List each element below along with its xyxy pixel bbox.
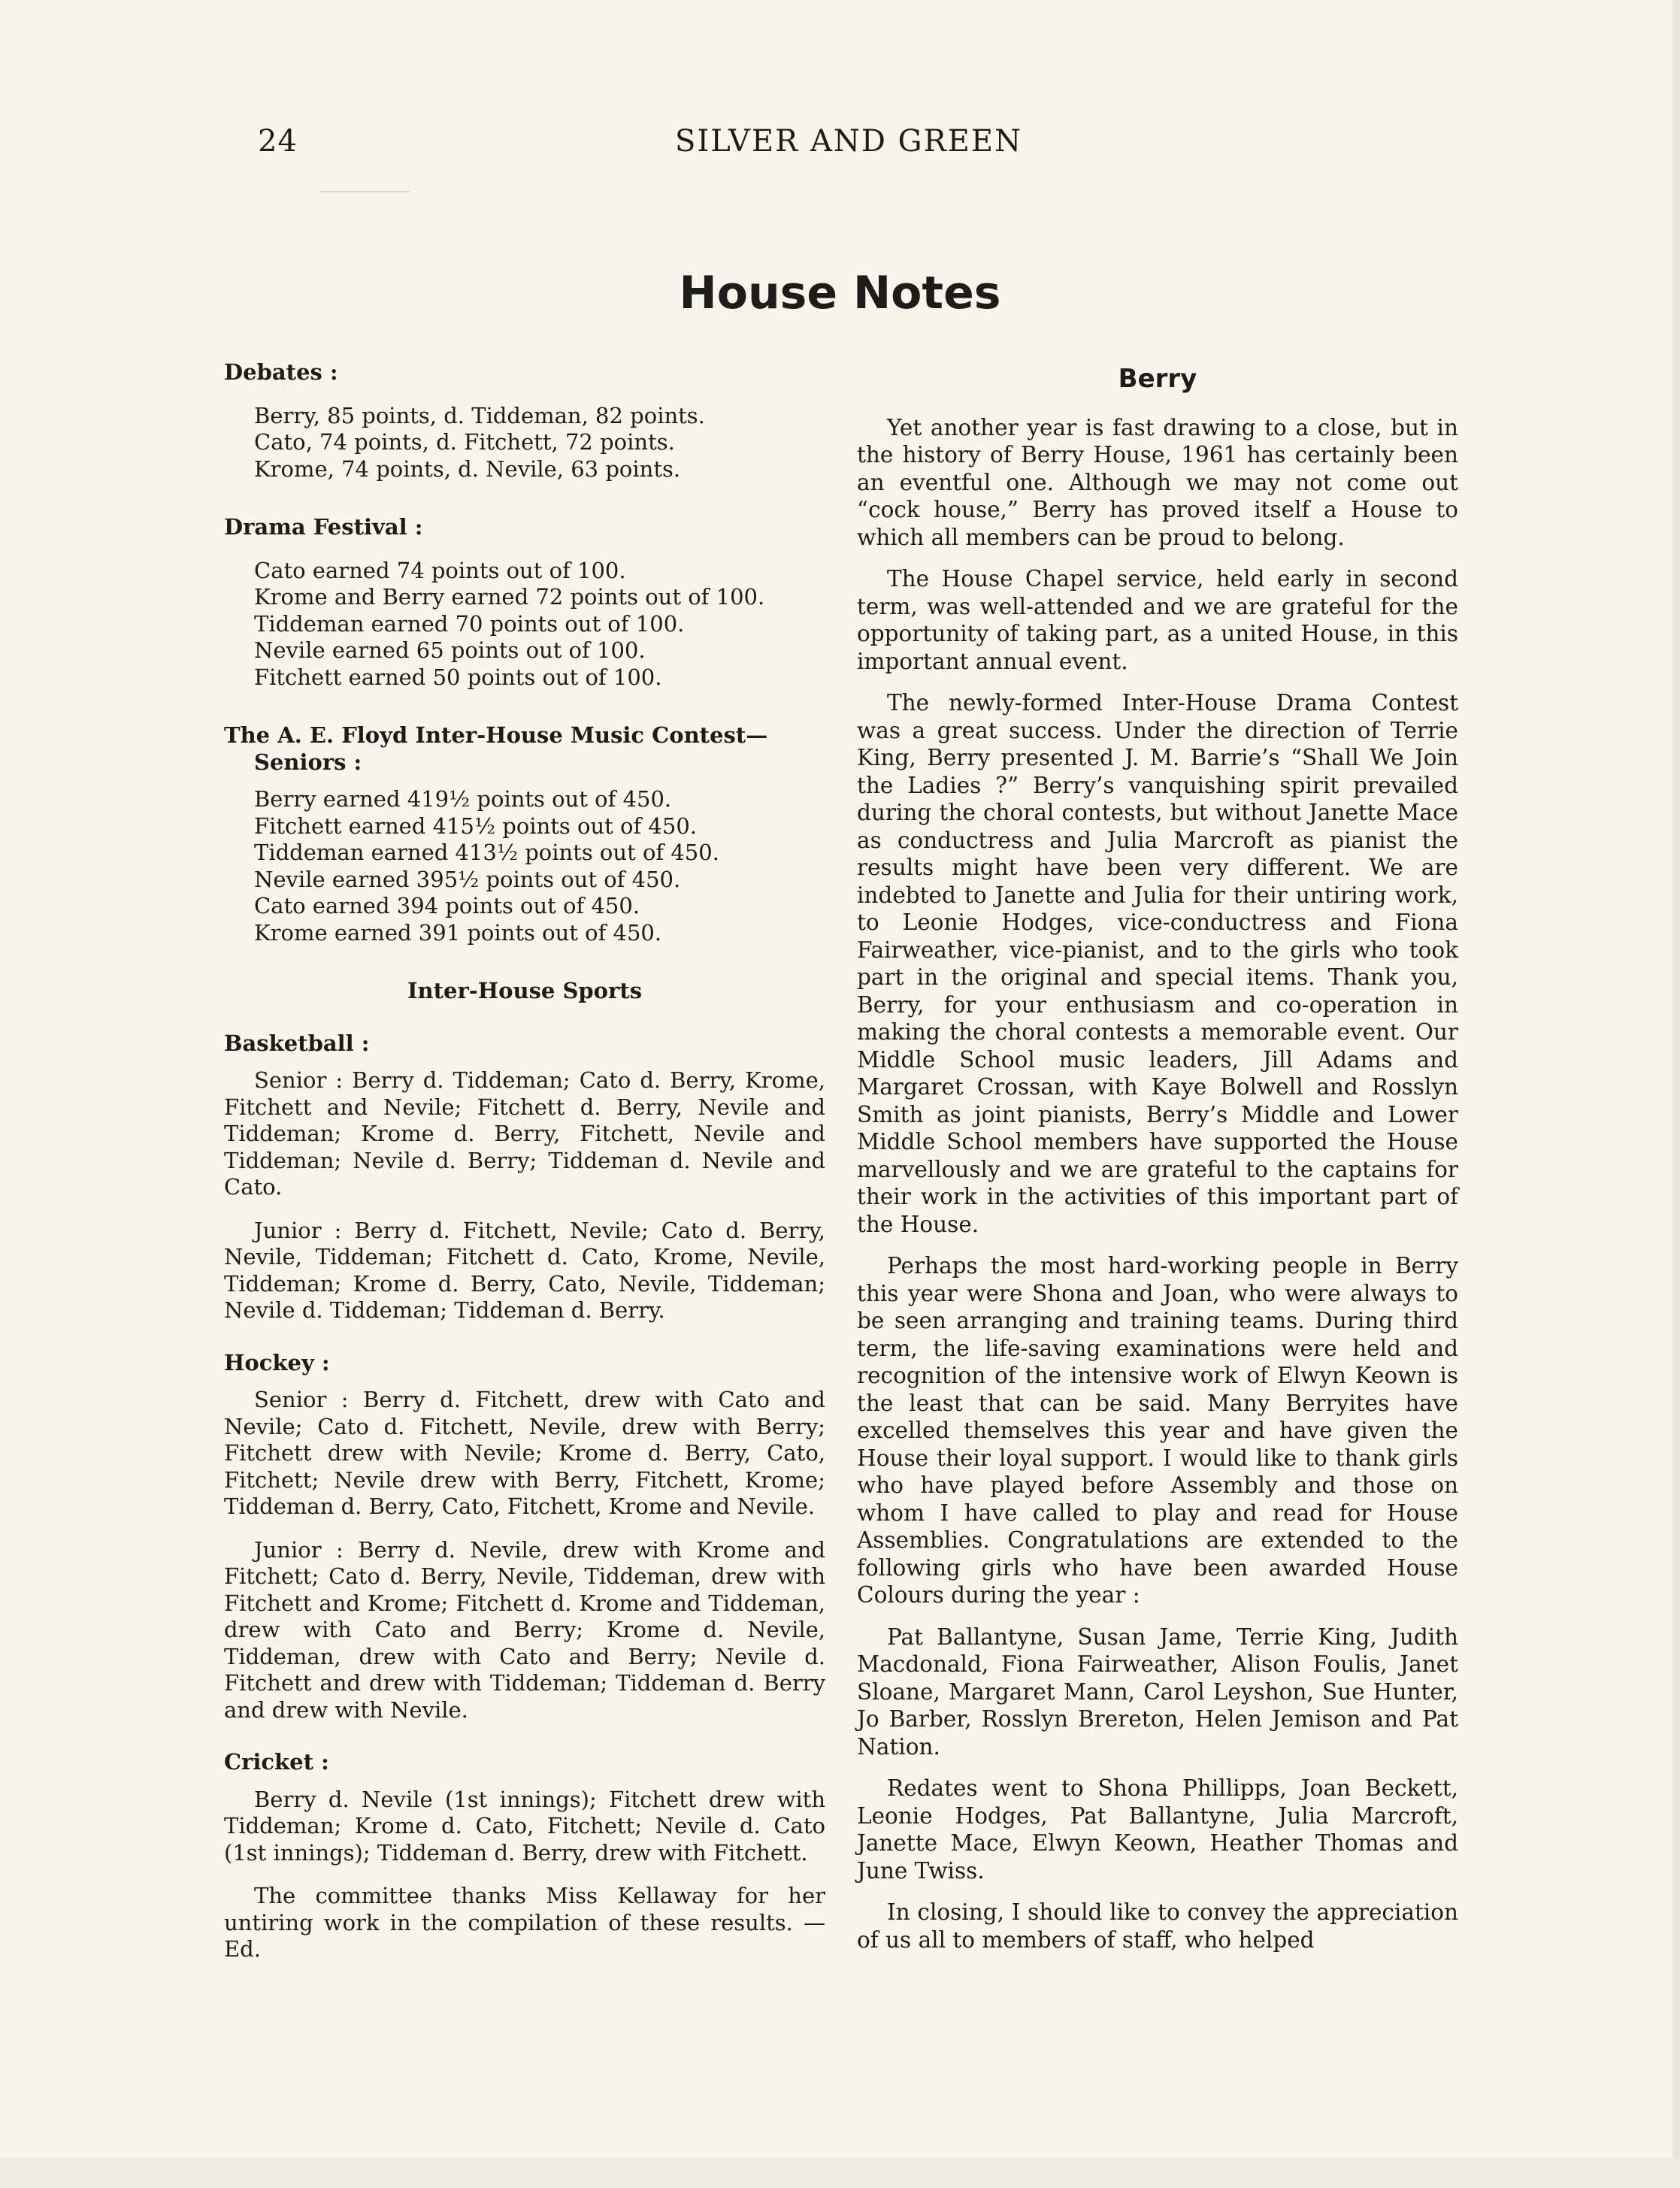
debates-heading: Debates : [224, 359, 338, 385]
page-title: House Notes [679, 267, 1001, 319]
basketball-junior: Junior : Berry d. Fitchett, Nevile; Cato d. Berry, Nevile, Tiddeman; Fitchett d. Cato, Krome, Nevile, Tiddeman; Krome d. Berry, Cato, Nevile, Tiddeman; Nevile d. Tiddeman; Tiddeman d. Berry. [224, 1217, 825, 1323]
berry-paragraph: Perhaps the most hard-working people in Berry this year were Shona and Joan, who were always to be seen arranging and training teams. During third term, the life-saving examinations were held and recognition of the intensive work of Elwyn Keown is the least that can be said. Many Berryites have excelled themselves this year and have given the House their loyal support. I would like to thank girls who have played before Assembly and those on whom I have called to play and read for House Assemblies. Congratulations are extended to the following girls who have been awarded House Colours during the year : [857, 1253, 1458, 1608]
basketball-senior: Senior : Berry d. Tiddeman; Cato d. Berry, Krome, Fitchett and Nevile; Fitchett d. Berry, Nevile and Tiddeman; Krome d. Berry, Fitchett, Nevile and Tiddeman; Nevile d. Berry; Tiddeman d. Nevile and Cato. [224, 1067, 825, 1200]
basketball-heading: Basketball : [224, 1030, 370, 1056]
berry-paragraph: The House Chapel service, held early in second term, was well-attended and we are grateful for the opportunity of taking part, as a united House, in this important annual event. [857, 566, 1458, 674]
committee-note: The committee thanks Miss Kellaway for her untiring work in the compilation of these results. —Ed. [224, 1883, 825, 1962]
hockey-section [224, 1350, 825, 1724]
music-subheading: Seniors : [254, 749, 362, 775]
music-result: Tiddeman earned 413½ points out of 450. [254, 840, 719, 865]
debates-section [224, 359, 825, 483]
running-header: SILVER AND GREEN [675, 124, 1023, 159]
drama-result: Nevile earned 65 points out of 100. [254, 637, 646, 663]
page-edge [1672, 0, 1680, 2188]
debate-result: Krome, 74 points, d. Nevile, 63 points. [254, 455, 681, 482]
sports-heading: Inter-House Sports [407, 978, 643, 1003]
house-colours-list: Pat Ballantyne, Susan Jame, Terrie King, Judith Macdonald, Fiona Fairweather, Alison Foulis, Janet Sloane, Margaret Mann, Carol Leyshon, Sue Hunter, Jo Barber, Rosslyn Brereton, Helen Jemison and Pat Nation. [857, 1624, 1458, 1760]
cricket-section [224, 1749, 825, 1963]
hockey-senior: Senior : Berry d. Fitchett, drew with Cato and Nevile; Cato d. Fitchett, Nevile, drew with Berry; Fitchett drew with Nevile; Krome d. Berry, Cato, Fitchett; Nevile drew with Berry, Fitchett, Krome; Tiddeman d. Berry, Cato, Fitchett, Krome and Nevile. [224, 1387, 825, 1519]
drama-result: Krome and Berry earned 72 points out of 100. [254, 584, 765, 610]
hockey-junior: Junior : Berry d. Nevile, drew with Krome and Fitchett; Cato d. Berry, Nevile, Tiddeman, drew with Fitchett and Krome; Fitchett d. Krome and Tiddeman, drew with Cato and Berry; Krome d. Nevile, Tiddeman, drew with Cato and Berry; Nevile d. Fitchett and drew with Tiddeman; Tiddeman d. Berry and drew with Nevile. [224, 1536, 825, 1723]
berry-paragraph: The newly-formed Inter-House Drama Contest was a great success. Under the direction of Terrie King, Berry presented J. M. Barrie’s “Shall We Join the Ladies ?” Berry’s vanquishing spirit prevailed during the choral contests, but without Janette Mace as conductress and Julia Marcroft as pianist the results might have been very different. We are indebted to Janette and Julia for their untiring work, to Leonie Hodges, vice-conductress and Fiona Fairweather, vice-pianist, and to the girls who took part in the original and special items. Thank you, Berry, for your enthusiasm and co-operation in making the choral contests a memorable event. Our Middle School music leaders, Jill Adams and Margaret Crossan, with Kaye Bolwell and Rosslyn Smith as joint pianists, Berry’s Middle and Lower Middle School members have supported the House marvellously and we are grateful to the captains for their work in the activities of this important part of the House. [857, 690, 1458, 1237]
right-column [857, 359, 1458, 1968]
debate-result: Berry, 85 points, d. Tiddeman, 82 points. [254, 402, 705, 428]
music-result: Krome earned 391 points out of 450. [254, 919, 662, 946]
berry-paragraph: Redates went to Shona Phillipps, Joan Beckett, Leonie Hodges, Pat Ballantyne, Julia Marcroft, Janette Mace, Elwyn Keown, Heather Thomas and June Twiss. [857, 1775, 1458, 1884]
divider [319, 191, 410, 192]
basketball-section [224, 1030, 825, 1324]
page-number: 24 [258, 124, 298, 159]
music-heading: The A. E. Floyd Inter-House Music Contest— [224, 722, 768, 748]
music-result: Fitchett earned 415½ points out of 450. [254, 813, 697, 839]
cricket-heading: Cricket : [224, 1749, 329, 1775]
hockey-heading: Hockey : [224, 1349, 330, 1375]
bottom-margin [0, 2158, 1680, 2188]
berry-heading: Berry [1118, 364, 1197, 394]
berry-paragraph: Yet another year is fast drawing to a close, but in the history of Berry House, 1961 has certainly been an eventful one. Although we may not come out “cock house,” Berry has proved itself a House to which all members can be proud to belong. [857, 414, 1458, 550]
music-result: Nevile earned 395½ points out of 450. [254, 866, 681, 892]
music-result: Berry earned 419½ points out of 450. [254, 786, 672, 812]
drama-result: Tiddeman earned 70 points out of 100. [254, 610, 685, 637]
music-section [224, 722, 825, 946]
debate-result: Cato, 74 points, d. Fitchett, 72 points. [254, 429, 675, 455]
drama-heading: Drama Festival : [224, 514, 423, 540]
left-column [224, 359, 825, 1980]
music-result: Cato earned 394 points out of 450. [254, 893, 640, 918]
drama-result: Cato earned 74 points out of 100. [254, 557, 626, 583]
berry-paragraph: In closing, I should like to convey the appreciation of us all to members of staff, who helped [857, 1899, 1458, 1953]
cricket-results: Berry d. Nevile (1st innings); Fitchett drew with Tiddeman; Krome d. Cato, Fitchett; Nevile d. Cato (1st innings); Tiddeman d. Berry, drew with Fitchett. [224, 1786, 825, 1866]
drama-section [224, 514, 825, 691]
drama-result: Fitchett earned 50 points out of 100. [254, 664, 662, 690]
